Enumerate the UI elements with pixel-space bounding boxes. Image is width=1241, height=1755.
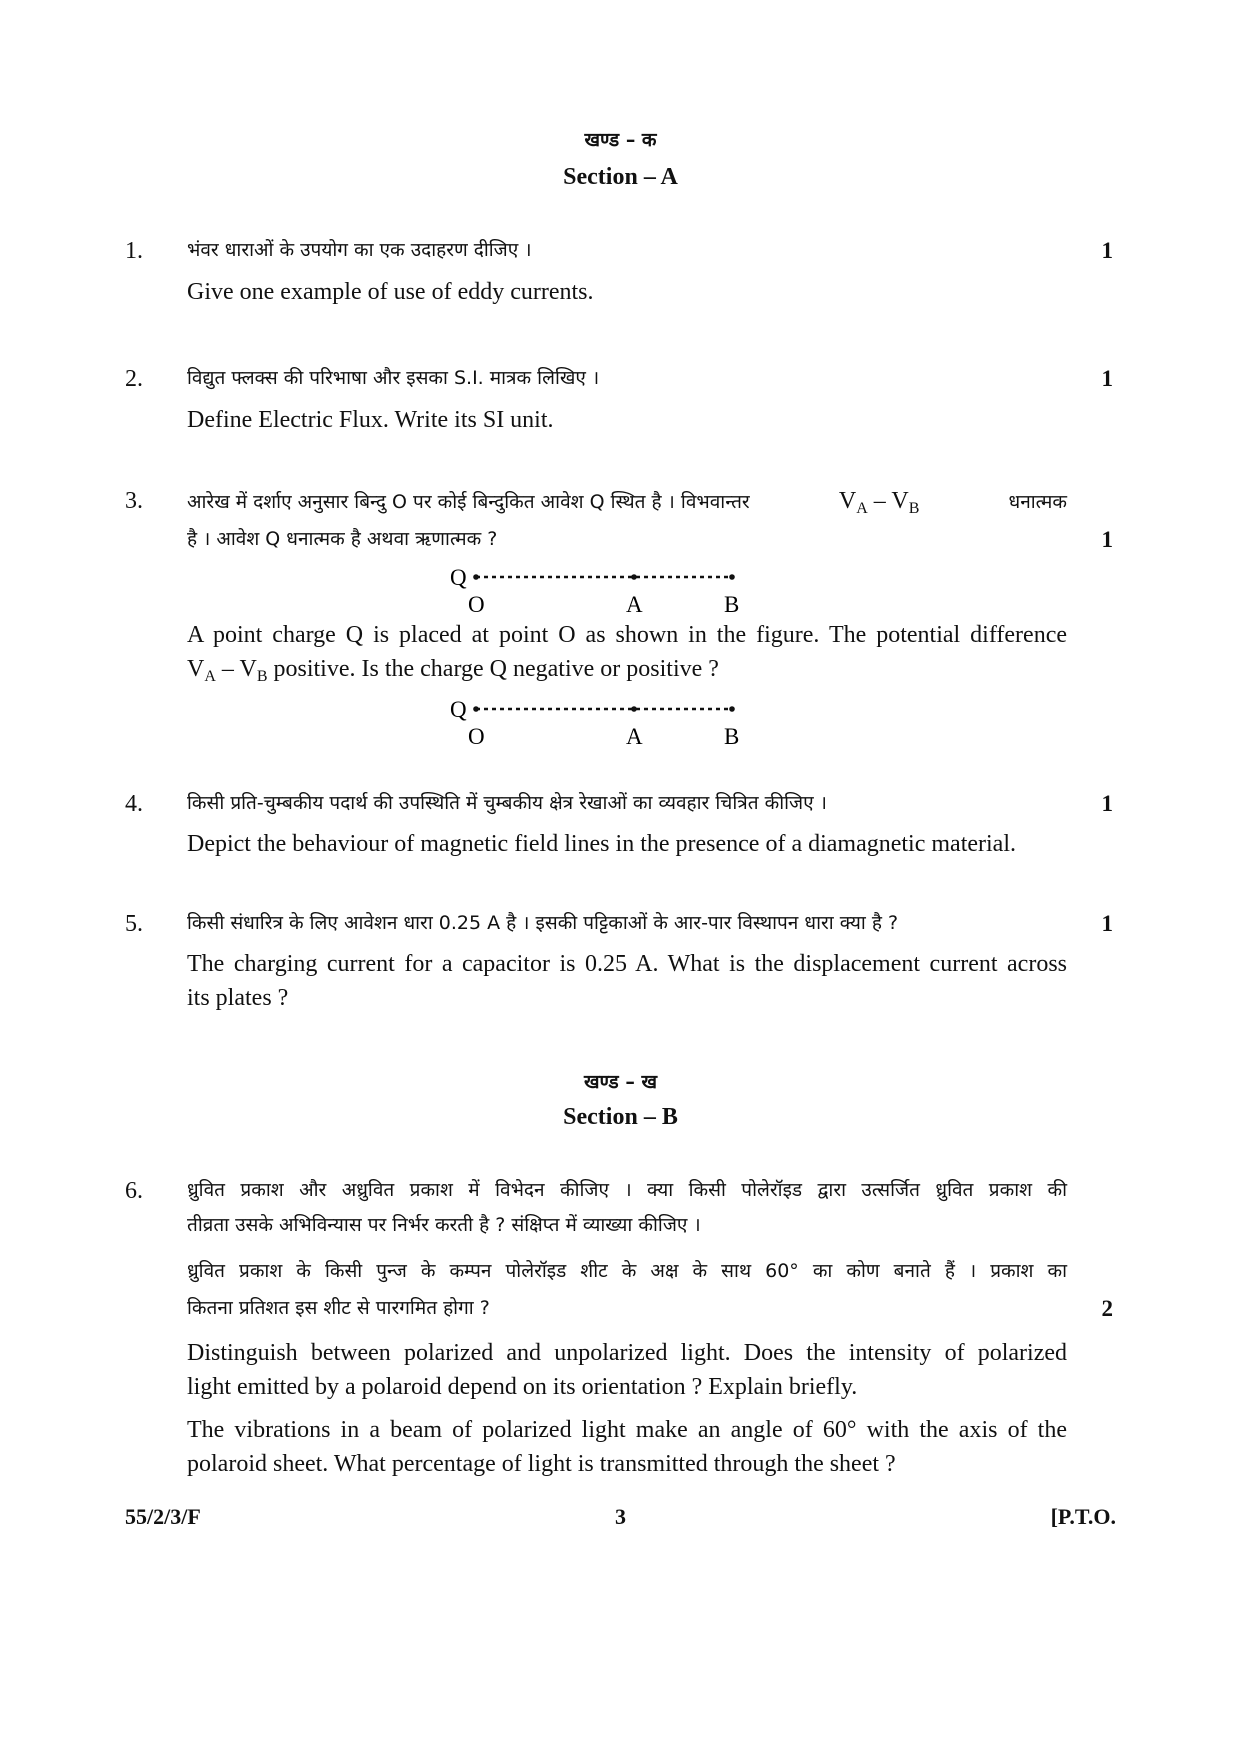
label-q: Q (450, 697, 467, 722)
q6-hindi-p2-line2: कितना प्रतिशत इस शीट से पारगमित होगा ? (187, 1297, 490, 1319)
point-a-dot (631, 574, 637, 580)
q3-hindi-line1-end: धनात्मक (1008, 491, 1067, 513)
q3-va: V (838, 488, 857, 514)
q2-text-english: Define Electric Flux. Write its SI unit. (187, 407, 554, 433)
q2-text-hindi: विद्युत फ्लक्स की परिभाषा और इसका S.I. मात्रक लिखिए । (187, 367, 600, 389)
q5-text-english-line1: The charging current for a capacitor is 0.25 A. What is the displacement current across (187, 951, 1067, 977)
charge-line-diagram (440, 694, 740, 750)
q3-hindi-line1-start: आरेख में दर्शाए अनुसार बिन्दु O पर कोई बिन्दुकित आवेश Q स्थित है । विभवान्तर (187, 491, 750, 513)
section-a-title: Section – A (563, 164, 678, 190)
q6-hindi-p1-line2: तीव्रता उसके अभिविन्यास पर निर्भर करती है ? संक्षिप्त में व्याख्या कीजिए । (187, 1214, 701, 1236)
point-o-dot (473, 574, 479, 580)
q5-number: 5. (125, 911, 143, 937)
section-b-title-hindi: खण्ड – ख (583, 1071, 657, 1093)
section-a-title-hindi: खण्ड – क (584, 129, 657, 151)
q1-text-hindi: भंवर धाराओं के उपयोग का एक उदाहरण दीजिए । (187, 239, 532, 261)
q1-text-english: Give one example of use of eddy currents. (187, 279, 594, 305)
q3-sub-b: B (908, 500, 920, 517)
q6-hindi-p1-line1: ध्रुवित प्रकाश और अध्रुवित प्रकाश में विभेदन कीजिए । क्या किसी पोलेरॉइड द्वारा उत्सर्जित ध्रुवित प्रकाश की (187, 1179, 1067, 1201)
q6-number: 6. (125, 1178, 143, 1204)
q3-figure-english (440, 694, 740, 750)
q2-marks: 1 (1101, 366, 1113, 391)
q6-english-p1-line2: light emitted by a polaroid depend on its orientation ? Explain briefly. (187, 1374, 858, 1400)
q3-minus: – (867, 488, 892, 514)
q3-text-english-line1: A point charge Q is placed at point O as shown in the figure. The potential difference (187, 622, 1067, 648)
label-b: B (724, 724, 740, 749)
q4-text-english: Depict the behaviour of magnetic field lines in the presence of a diamagnetic material. (187, 831, 1016, 857)
q3-en-sub-b: B (256, 668, 268, 685)
q3-hindi-line1-va-vb (839, 484, 920, 519)
q2-number: 2. (125, 366, 143, 392)
q6-english-p2-line2: polaroid sheet. What percentage of light is transmitted through the sheet ? (187, 1451, 896, 1477)
q3-en-sub-a: A (204, 668, 216, 685)
q1-marks: 1 (1101, 238, 1113, 263)
q3-text-hindi-line1 (187, 484, 1067, 520)
label-a: A (626, 592, 643, 617)
paper-code: 55/2/3/F (125, 1504, 201, 1529)
q4-marks: 1 (1101, 791, 1113, 816)
q3-figure-hindi (440, 562, 740, 618)
point-a-dot (631, 706, 637, 712)
point-o-dot (473, 706, 479, 712)
q6-marks: 2 (1101, 1296, 1113, 1321)
q3-en-vb: V (239, 656, 257, 682)
q3-en-va: V (187, 656, 205, 682)
label-o: O (468, 592, 485, 617)
q3-en-minus: – (215, 656, 240, 682)
label-b: B (724, 592, 740, 617)
q3-marks: 1 (1101, 527, 1113, 552)
q3-text-english-line2 (187, 652, 1067, 687)
q6-hindi-p2-line1: ध्रुवित प्रकाश के किसी पुन्ज के कम्पन पोलेरॉइड शीट के अक्ष के साथ 60° का कोण बनाते हैं । प्रकाश का (187, 1260, 1067, 1282)
q3-en-rest: positive. Is the charge Q negative or positive ? (267, 656, 719, 682)
q6-english-p2-line1: The vibrations in a beam of polarized light make an angle of 60° with the axis of the (187, 1417, 1067, 1443)
q4-number: 4. (125, 791, 143, 817)
q3-number: 3. (125, 488, 143, 514)
page-number: 3 (615, 1504, 626, 1529)
q3-text-hindi-line2: है । आवेश Q धनात्मक है अथवा ऋणात्मक ? (187, 528, 498, 550)
q1-number: 1. (125, 238, 143, 264)
point-b-dot (729, 706, 735, 712)
q6-english-p1-line1: Distinguish between polarized and unpolarized light. Does the intensity of polarized (187, 1340, 1067, 1366)
charge-line-diagram (440, 562, 740, 618)
q3-vb: V (891, 488, 909, 514)
point-b-dot (729, 574, 735, 580)
section-b-title: Section – B (563, 1104, 678, 1130)
q5-text-hindi: किसी संधारित्र के लिए आवेशन धारा 0.25 A है । इसकी पट्टिकाओं के आर-पार विस्थापन धारा क्या है ? (187, 912, 899, 934)
q3-sub-a: A (856, 500, 868, 517)
q5-marks: 1 (1101, 911, 1113, 936)
label-q: Q (450, 565, 467, 590)
label-a: A (626, 724, 643, 749)
please-turn-over: [P.T.O. (1050, 1504, 1116, 1529)
q5-text-english-line2: its plates ? (187, 985, 289, 1011)
label-o: O (468, 724, 485, 749)
q4-text-hindi: किसी प्रति-चुम्बकीय पदार्थ की उपस्थिति में चुम्बकीय क्षेत्र रेखाओं का व्यवहार चित्रित कीजिए । (187, 792, 827, 814)
